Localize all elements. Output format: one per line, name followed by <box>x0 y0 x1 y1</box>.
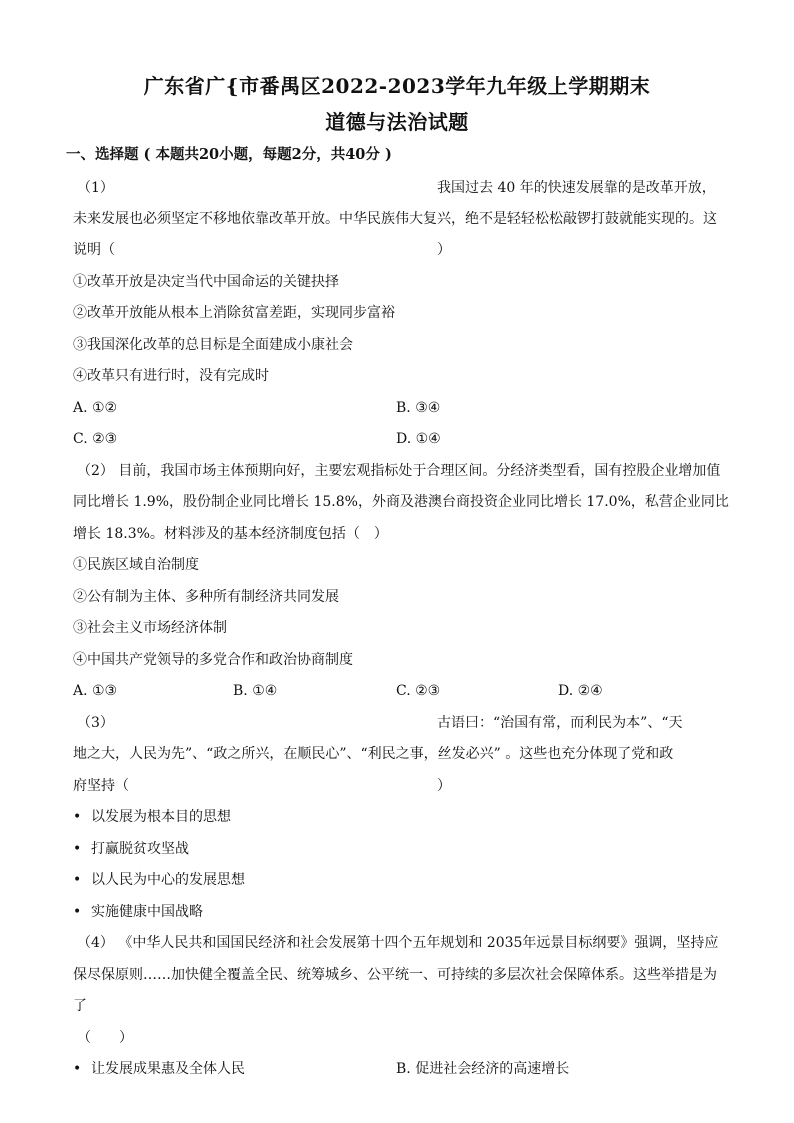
q3-option-d-text: 实施健康中国战略 <box>91 904 203 920</box>
q3-option-c-text: 以人民为中心的发展思想 <box>91 872 245 888</box>
q3-stem-line3: 府坚持（ <box>73 778 129 794</box>
q2-stem-line1: （2） 目前，我国市场主体预期向好，主要宏观指标处于合理区间。分经济类型看，国有控股企业增加值 <box>77 463 721 479</box>
q2-option-d[interactable]: D. ②④ <box>558 683 603 699</box>
q3-number: （3） <box>77 715 114 731</box>
q2-option-a[interactable]: A. ①③ <box>73 683 118 699</box>
exam-subtitle: 道德与法治试题 <box>325 110 469 134</box>
q3-option-c[interactable] <box>73 871 245 889</box>
q1-stem-line3: 说明（ <box>73 242 115 258</box>
bullet-icon: • <box>73 841 82 857</box>
q1-option-c[interactable]: C. ②③ <box>73 431 118 447</box>
q1-number: （1） <box>77 180 114 196</box>
q4-option-a[interactable] <box>73 1060 245 1078</box>
q1-statement-2: ②改革开放能从根本上消除贫富差距，实现同步富裕 <box>73 305 395 321</box>
q2-statement-4: ④中国共产党领导的多党合作和政治协商制度 <box>73 652 353 668</box>
exam-title: 广东省广{市番禺区2022-2023学年九年级上学期期末 <box>143 74 651 98</box>
section-heading: 一、选择题 ( 本题共20小题，每题2分，共40分 ) <box>66 146 392 163</box>
q3-option-b-text: 打赢脱贫攻坚战 <box>91 841 189 857</box>
q2-statement-2: ②公有制为主体、多种所有制经济共同发展 <box>73 589 339 605</box>
q1-statement-3: ③我国深化改革的总目标是全面建成小康社会 <box>73 337 353 353</box>
q4-stem-line2: 保尽保原则……加快健全覆盖全民、统筹城乡、公平统一、可持续的多层次社会保障体系。这些举措是为 <box>73 967 717 983</box>
q2-statement-1: ①民族区域自治制度 <box>73 557 199 573</box>
q4-stem-line1: （4） 《中华人民共和国国民经济和社会发展第十四个五年规划和 2035年远景目标纲要》强调，坚持应 <box>77 935 719 951</box>
q4-option-b[interactable]: B. 促进社会经济的高速增长 <box>396 1061 570 1077</box>
q4-option-a-text: 让发展成果惠及全体人民 <box>91 1061 245 1077</box>
q3-option-a-text: 以发展为根本目的思想 <box>91 809 231 825</box>
q3-stem-close: ） <box>437 778 451 794</box>
q3-option-d[interactable] <box>73 903 203 921</box>
bullet-icon: • <box>73 904 82 920</box>
q3-option-a[interactable] <box>73 808 231 826</box>
q2-stem-line2: 同比增长 1.9%，股份制企业同比增长 15.8%，外商及港澳台商投资企业同比增长 17.0%，私营企业同比 <box>73 494 729 510</box>
bullet-icon: • <box>73 809 82 825</box>
q4-answer-blank: （ ） <box>77 1030 133 1046</box>
q1-stem-line2: 未来发展也必须坚定不移地依靠改革开放。中华民族伟大复兴，绝不是轻轻松松敲锣打鼓就能实现的。这 <box>73 211 717 227</box>
q1-option-b[interactable]: B. ③④ <box>396 400 441 416</box>
q2-stem-line3: 增长 18.3%。材料涉及的基本经济制度包括（ ） <box>73 526 388 542</box>
q1-option-d[interactable]: D. ①④ <box>396 431 441 447</box>
q1-stem-close: ） <box>437 242 451 258</box>
q3-stem-line1: 古语曰：“治国有常，而利民为本”、“天 <box>437 715 683 731</box>
q2-option-c[interactable]: C. ②③ <box>396 683 441 699</box>
q2-option-b[interactable]: B. ①④ <box>233 683 278 699</box>
q4-stem-line3: 了 <box>73 998 87 1014</box>
q3-stem-line2: 地之大，人民为先”、“政之所兴，在顺民心”、“利民之事，丝发必兴” 。这些也充分体现了党和政 <box>73 746 674 762</box>
q3-option-b[interactable] <box>73 840 189 858</box>
q1-statement-1: ①改革开放是决定当代中国命运的关键抉择 <box>73 274 339 290</box>
q2-statement-3: ③社会主义市场经济体制 <box>73 620 227 636</box>
q1-option-a[interactable]: A. ①② <box>73 400 118 416</box>
bullet-icon: • <box>73 1061 82 1077</box>
q1-statement-4: ④改革只有进行时，没有完成时 <box>73 368 269 384</box>
bullet-icon: • <box>73 872 82 888</box>
q1-stem-line1: 我国过去 40 年的快速发展靠的是改革开放， <box>437 180 716 196</box>
